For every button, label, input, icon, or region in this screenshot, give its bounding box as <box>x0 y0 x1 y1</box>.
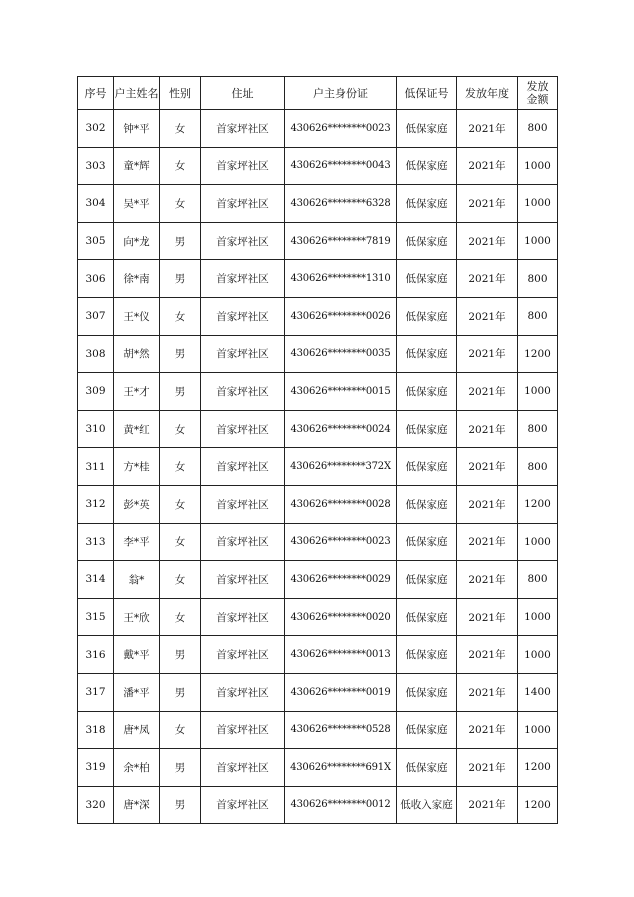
cell-householder-name: 翁* <box>114 561 160 599</box>
cell-year: 2021年 <box>457 711 518 749</box>
cell-year: 2021年 <box>457 636 518 674</box>
cell-amount: 1000 <box>518 185 558 223</box>
cell-serial-number: 304 <box>78 185 114 223</box>
cell-gender: 男 <box>160 260 201 298</box>
table-row <box>78 636 558 674</box>
cell-year: 2021年 <box>457 410 518 448</box>
cell-amount: 800 <box>518 561 558 599</box>
cell-subsidy-cert: 低保家庭 <box>397 448 457 486</box>
cell-householder-name: 李*平 <box>114 523 160 561</box>
cell-year: 2021年 <box>457 561 518 599</box>
header-year: 发放年度 <box>457 77 518 110</box>
cell-year: 2021年 <box>457 222 518 260</box>
cell-amount: 800 <box>518 260 558 298</box>
cell-subsidy-cert: 低保家庭 <box>397 636 457 674</box>
cell-householder-name: 童*辉 <box>114 147 160 185</box>
cell-year: 2021年 <box>457 147 518 185</box>
cell-year: 2021年 <box>457 297 518 335</box>
cell-serial-number: 317 <box>78 673 114 711</box>
cell-gender: 男 <box>160 636 201 674</box>
cell-serial-number: 314 <box>78 561 114 599</box>
cell-gender: 男 <box>160 786 201 824</box>
cell-subsidy-cert: 低保家庭 <box>397 147 457 185</box>
cell-id-card: 430626********0024 <box>285 410 397 448</box>
cell-subsidy-cert: 低保家庭 <box>397 110 457 148</box>
cell-address: 首家坪社区 <box>201 523 285 561</box>
table-row <box>78 485 558 523</box>
cell-address: 首家坪社区 <box>201 636 285 674</box>
cell-amount: 1200 <box>518 749 558 787</box>
cell-gender: 女 <box>160 485 201 523</box>
cell-id-card: 430626********0015 <box>285 373 397 411</box>
cell-serial-number: 320 <box>78 786 114 824</box>
header-gender: 性别 <box>160 77 201 110</box>
table-row <box>78 222 558 260</box>
cell-address: 首家坪社区 <box>201 335 285 373</box>
cell-householder-name: 王*仪 <box>114 297 160 335</box>
cell-amount: 800 <box>518 448 558 486</box>
cell-gender: 女 <box>160 147 201 185</box>
cell-subsidy-cert: 低保家庭 <box>397 673 457 711</box>
table-row <box>78 335 558 373</box>
cell-address: 首家坪社区 <box>201 260 285 298</box>
cell-subsidy-cert: 低保家庭 <box>397 598 457 636</box>
cell-serial-number: 310 <box>78 410 114 448</box>
cell-address: 首家坪社区 <box>201 373 285 411</box>
cell-subsidy-cert: 低保家庭 <box>397 260 457 298</box>
table-row <box>78 410 558 448</box>
cell-gender: 男 <box>160 749 201 787</box>
cell-year: 2021年 <box>457 749 518 787</box>
cell-year: 2021年 <box>457 523 518 561</box>
cell-year: 2021年 <box>457 598 518 636</box>
cell-gender: 女 <box>160 523 201 561</box>
benefit-roster-table <box>77 76 558 824</box>
cell-subsidy-cert: 低保家庭 <box>397 185 457 223</box>
cell-id-card: 430626********0028 <box>285 485 397 523</box>
table-row <box>78 185 558 223</box>
cell-serial-number: 316 <box>78 636 114 674</box>
cell-id-card: 430626********0043 <box>285 147 397 185</box>
cell-householder-name: 唐*凤 <box>114 711 160 749</box>
table-row <box>78 749 558 787</box>
cell-serial-number: 312 <box>78 485 114 523</box>
cell-subsidy-cert: 低保家庭 <box>397 749 457 787</box>
table-row <box>78 147 558 185</box>
cell-amount: 800 <box>518 297 558 335</box>
cell-gender: 女 <box>160 297 201 335</box>
table-row <box>78 297 558 335</box>
cell-year: 2021年 <box>457 485 518 523</box>
table-body <box>78 110 558 824</box>
cell-address: 首家坪社区 <box>201 561 285 599</box>
cell-subsidy-cert: 低保家庭 <box>397 373 457 411</box>
header-id-card: 户主身份证 <box>285 77 397 110</box>
header-amount <box>518 77 558 110</box>
header-address: 住址 <box>201 77 285 110</box>
cell-gender: 女 <box>160 448 201 486</box>
cell-address: 首家坪社区 <box>201 222 285 260</box>
header-row <box>78 77 558 110</box>
cell-year: 2021年 <box>457 335 518 373</box>
cell-householder-name: 戴*平 <box>114 636 160 674</box>
cell-id-card: 430626********0020 <box>285 598 397 636</box>
cell-amount: 1000 <box>518 147 558 185</box>
cell-address: 首家坪社区 <box>201 185 285 223</box>
cell-gender: 女 <box>160 598 201 636</box>
table-row <box>78 561 558 599</box>
cell-amount: 1000 <box>518 373 558 411</box>
cell-householder-name: 余*柏 <box>114 749 160 787</box>
cell-id-card: 430626********0029 <box>285 561 397 599</box>
cell-amount: 1000 <box>518 598 558 636</box>
cell-amount: 1000 <box>518 636 558 674</box>
cell-serial-number: 309 <box>78 373 114 411</box>
cell-id-card: 430626********0035 <box>285 335 397 373</box>
cell-amount: 800 <box>518 110 558 148</box>
cell-amount: 1000 <box>518 523 558 561</box>
cell-householder-name: 徐*南 <box>114 260 160 298</box>
table-row <box>78 523 558 561</box>
cell-serial-number: 305 <box>78 222 114 260</box>
table-row <box>78 373 558 411</box>
cell-serial-number: 306 <box>78 260 114 298</box>
cell-householder-name: 潘*平 <box>114 673 160 711</box>
cell-gender: 女 <box>160 410 201 448</box>
cell-id-card: 430626********0012 <box>285 786 397 824</box>
cell-amount: 1200 <box>518 335 558 373</box>
cell-gender: 女 <box>160 185 201 223</box>
cell-address: 首家坪社区 <box>201 673 285 711</box>
cell-subsidy-cert: 低收入家庭 <box>397 786 457 824</box>
cell-year: 2021年 <box>457 673 518 711</box>
cell-serial-number: 302 <box>78 110 114 148</box>
cell-amount: 800 <box>518 410 558 448</box>
cell-householder-name: 彭*英 <box>114 485 160 523</box>
cell-address: 首家坪社区 <box>201 485 285 523</box>
cell-id-card: 430626********6328 <box>285 185 397 223</box>
cell-id-card: 430626********7819 <box>285 222 397 260</box>
cell-subsidy-cert: 低保家庭 <box>397 523 457 561</box>
cell-id-card: 430626********0023 <box>285 523 397 561</box>
cell-subsidy-cert: 低保家庭 <box>397 561 457 599</box>
cell-year: 2021年 <box>457 786 518 824</box>
cell-address: 首家坪社区 <box>201 110 285 148</box>
cell-serial-number: 303 <box>78 147 114 185</box>
cell-serial-number: 308 <box>78 335 114 373</box>
cell-address: 首家坪社区 <box>201 786 285 824</box>
cell-serial-number: 307 <box>78 297 114 335</box>
cell-subsidy-cert: 低保家庭 <box>397 335 457 373</box>
cell-id-card: 430626********1310 <box>285 260 397 298</box>
cell-address: 首家坪社区 <box>201 448 285 486</box>
cell-address: 首家坪社区 <box>201 749 285 787</box>
cell-amount: 1200 <box>518 485 558 523</box>
cell-amount: 1000 <box>518 711 558 749</box>
cell-serial-number: 313 <box>78 523 114 561</box>
cell-id-card: 430626********691X <box>285 749 397 787</box>
cell-year: 2021年 <box>457 185 518 223</box>
cell-address: 首家坪社区 <box>201 598 285 636</box>
cell-householder-name: 吴*平 <box>114 185 160 223</box>
table-row <box>78 673 558 711</box>
table-row <box>78 598 558 636</box>
cell-year: 2021年 <box>457 260 518 298</box>
cell-serial-number: 318 <box>78 711 114 749</box>
table-row <box>78 711 558 749</box>
table-header <box>78 77 558 110</box>
header-subsidy-cert: 低保证号 <box>397 77 457 110</box>
cell-subsidy-cert: 低保家庭 <box>397 297 457 335</box>
cell-householder-name: 钟*平 <box>114 110 160 148</box>
cell-amount: 1000 <box>518 222 558 260</box>
cell-address: 首家坪社区 <box>201 297 285 335</box>
cell-serial-number: 315 <box>78 598 114 636</box>
cell-householder-name: 王*才 <box>114 373 160 411</box>
cell-gender: 女 <box>160 711 201 749</box>
cell-year: 2021年 <box>457 373 518 411</box>
cell-householder-name: 方*桂 <box>114 448 160 486</box>
cell-gender: 男 <box>160 373 201 411</box>
cell-householder-name: 向*龙 <box>114 222 160 260</box>
cell-id-card: 430626********0026 <box>285 297 397 335</box>
header-householder-name: 户主姓名 <box>114 77 160 110</box>
cell-id-card: 430626********0019 <box>285 673 397 711</box>
header-serial-number: 序号 <box>78 77 114 110</box>
cell-year: 2021年 <box>457 448 518 486</box>
cell-householder-name: 王*欣 <box>114 598 160 636</box>
cell-amount: 1400 <box>518 673 558 711</box>
cell-subsidy-cert: 低保家庭 <box>397 410 457 448</box>
cell-subsidy-cert: 低保家庭 <box>397 485 457 523</box>
cell-subsidy-cert: 低保家庭 <box>397 222 457 260</box>
cell-amount: 1200 <box>518 786 558 824</box>
table-row <box>78 110 558 148</box>
cell-id-card: 430626********372X <box>285 448 397 486</box>
cell-householder-name: 胡*然 <box>114 335 160 373</box>
cell-householder-name: 唐*深 <box>114 786 160 824</box>
header-amount-label: 发放金额 <box>526 80 549 106</box>
cell-id-card: 430626********0023 <box>285 110 397 148</box>
cell-address: 首家坪社区 <box>201 147 285 185</box>
table-row <box>78 260 558 298</box>
cell-gender: 男 <box>160 222 201 260</box>
table-row <box>78 448 558 486</box>
cell-gender: 女 <box>160 561 201 599</box>
cell-gender: 男 <box>160 673 201 711</box>
cell-address: 首家坪社区 <box>201 711 285 749</box>
cell-subsidy-cert: 低保家庭 <box>397 711 457 749</box>
cell-householder-name: 黄*红 <box>114 410 160 448</box>
table-row <box>78 786 558 824</box>
cell-serial-number: 319 <box>78 749 114 787</box>
cell-address: 首家坪社区 <box>201 410 285 448</box>
cell-serial-number: 311 <box>78 448 114 486</box>
cell-gender: 女 <box>160 110 201 148</box>
cell-id-card: 430626********0013 <box>285 636 397 674</box>
cell-id-card: 430626********0528 <box>285 711 397 749</box>
cell-year: 2021年 <box>457 110 518 148</box>
cell-gender: 男 <box>160 335 201 373</box>
